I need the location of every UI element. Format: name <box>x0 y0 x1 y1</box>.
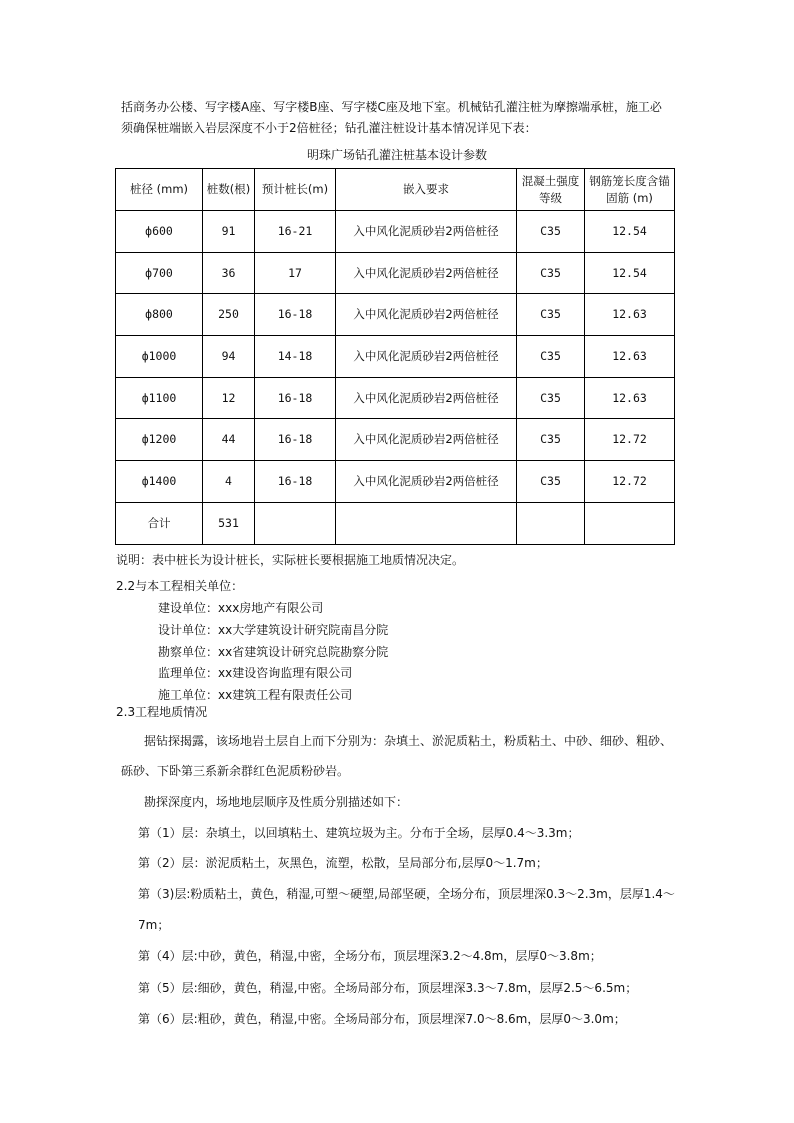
cell-empty <box>585 502 675 544</box>
cell-cage: 12.63 <box>585 294 675 336</box>
cell-length: 16-18 <box>255 419 336 461</box>
table-header-row <box>116 169 675 211</box>
table-row <box>116 294 675 336</box>
cell-grade: C35 <box>517 211 585 253</box>
cell-diameter: ф1100 <box>116 377 203 419</box>
cell-cage: 12.72 <box>585 461 675 503</box>
table-row <box>116 377 675 419</box>
cell-total-label: 合计 <box>116 502 203 544</box>
cell-count: 4 <box>203 461 255 503</box>
header-pile-count: 桩数(根) <box>203 169 255 211</box>
cell-embed: 入中风化泥质砂岩2两倍桩径 <box>336 211 517 253</box>
cell-diameter: ф600 <box>116 211 203 253</box>
table-row <box>116 461 675 503</box>
cell-count: 250 <box>203 294 255 336</box>
header-pile-length: 预计桩长(m) <box>255 169 336 211</box>
cell-empty <box>517 502 585 544</box>
cell-grade: C35 <box>517 461 585 503</box>
cell-length: 16-18 <box>255 461 336 503</box>
layer-3: 第（3)层:粉质粘土，黄色，稍湿,可塑～硬塑,局部坚硬，全场分布，顶层埋深0.3～2.3m，层厚1.4～ <box>138 887 675 901</box>
unit-construction: 建设单位：xxx房地产有限公司 <box>158 601 324 615</box>
layer-4: 第（4）层:中砂，黄色，稍湿,中密，全场分布，顶层埋深3.2～4.8m，层厚0～3.8m； <box>138 949 602 963</box>
geology-para-line-1: 据钻探揭露，该场地岩土层自上而下分别为：杂填土、淤泥质粘土，粉质粘土、中砂、细砂、粗砂、 <box>144 734 673 748</box>
cell-cage: 12.54 <box>585 211 675 253</box>
header-concrete-grade: 混凝土强度等级 <box>517 169 585 211</box>
cell-count: 12 <box>203 377 255 419</box>
header-cage-length: 钢筋笼长度含锚固筋 (m) <box>585 169 675 211</box>
cell-embed: 入中风化泥质砂岩2两倍桩径 <box>336 461 517 503</box>
cell-length: 16-18 <box>255 294 336 336</box>
section-2-3-heading: 2.3工程地质情况 <box>116 705 208 719</box>
unit-design: 设计单位：xx大学建筑设计研究院南昌分院 <box>158 623 389 637</box>
table-row <box>116 419 675 461</box>
geology-para-line-2: 砾砂、下卧第三系新余群红色泥质粉砂岩。 <box>121 764 350 778</box>
cell-grade: C35 <box>517 294 585 336</box>
cell-cage: 12.54 <box>585 252 675 294</box>
cell-diameter: ф1200 <box>116 419 203 461</box>
cell-grade: C35 <box>517 377 585 419</box>
cell-length: 14-18 <box>255 336 336 378</box>
cell-cage: 12.63 <box>585 377 675 419</box>
intro-line-1: 括商务办公楼、写字楼A座、写字楼B座、写字楼C座及地下室。机械钻孔灌注桩为摩擦端承桩，施工必 <box>121 100 662 114</box>
cell-grade: C35 <box>517 419 585 461</box>
table-caption: 明珠广场钻孔灌注桩基本设计参数 <box>306 148 487 162</box>
geology-intro: 勘探深度内，场地地层顺序及性质分别描述如下： <box>144 795 409 809</box>
table-total-row <box>116 502 675 544</box>
layer-2: 第（2）层：淤泥质粘土，灰黑色，流塑，松散，呈局部分布,层厚0～1.7m； <box>138 856 548 870</box>
cell-embed: 入中风化泥质砂岩2两倍桩径 <box>336 377 517 419</box>
cell-grade: C35 <box>517 336 585 378</box>
layer-1: 第（1）层：杂填土，以回填粘土、建筑垃圾为主。分布于全场，层厚0.4～3.3m； <box>138 826 580 840</box>
cell-empty <box>336 502 517 544</box>
pile-parameters-table <box>115 168 675 545</box>
cell-grade: C35 <box>517 252 585 294</box>
header-embed-requirement: 嵌入要求 <box>336 169 517 211</box>
unit-contractor: 施工单位：xx建筑工程有限责任公司 <box>158 688 353 702</box>
cell-diameter: ф1000 <box>116 336 203 378</box>
cell-length: 17 <box>255 252 336 294</box>
cell-diameter: ф800 <box>116 294 203 336</box>
cell-count: 44 <box>203 419 255 461</box>
cell-diameter: ф700 <box>116 252 203 294</box>
cell-diameter: ф1400 <box>116 461 203 503</box>
cell-cage: 12.63 <box>585 336 675 378</box>
unit-survey: 勘察单位：xx省建筑设计研究总院勘察分院 <box>158 645 389 659</box>
table-row <box>116 336 675 378</box>
cell-empty <box>255 502 336 544</box>
cell-cage: 12.72 <box>585 419 675 461</box>
table-note: 说明：表中桩长为设计桩长，实际桩长要根据施工地质情况决定。 <box>116 553 465 567</box>
cell-embed: 入中风化泥质砂岩2两倍桩径 <box>336 336 517 378</box>
cell-count: 36 <box>203 252 255 294</box>
cell-count: 94 <box>203 336 255 378</box>
unit-supervision: 监理单位：xx建设咨询监理有限公司 <box>158 666 353 680</box>
table-row <box>116 211 675 253</box>
cell-embed: 入中风化泥质砂岩2两倍桩径 <box>336 419 517 461</box>
cell-count: 91 <box>203 211 255 253</box>
cell-embed: 入中风化泥质砂岩2两倍桩径 <box>336 294 517 336</box>
layer-6: 第（6）层:粗砂，黄色，稍湿,中密。全场局部分布，顶层埋深7.0～8.6m，层厚0～3.0m； <box>138 1012 626 1026</box>
cell-length: 16-18 <box>255 377 336 419</box>
layer-5: 第（5）层:细砂，黄色，稍湿,中密。全场局部分布，顶层埋深3.3～7.8m，层厚2.5～6.5m； <box>138 981 638 995</box>
cell-embed: 入中风化泥质砂岩2两倍桩径 <box>336 252 517 294</box>
layer-3-continued: 7m； <box>138 918 170 932</box>
table-row <box>116 252 675 294</box>
cell-total-count: 531 <box>203 502 255 544</box>
intro-line-2: 须确保桩端嵌入岩层深度不小于2倍桩径；钻孔灌注桩设计基本情况详见下表： <box>121 121 537 135</box>
cell-length: 16-21 <box>255 211 336 253</box>
header-pile-diameter: 桩径 (mm) <box>116 169 203 211</box>
section-2-2-heading: 2.2与本工程相关单位： <box>116 579 244 593</box>
